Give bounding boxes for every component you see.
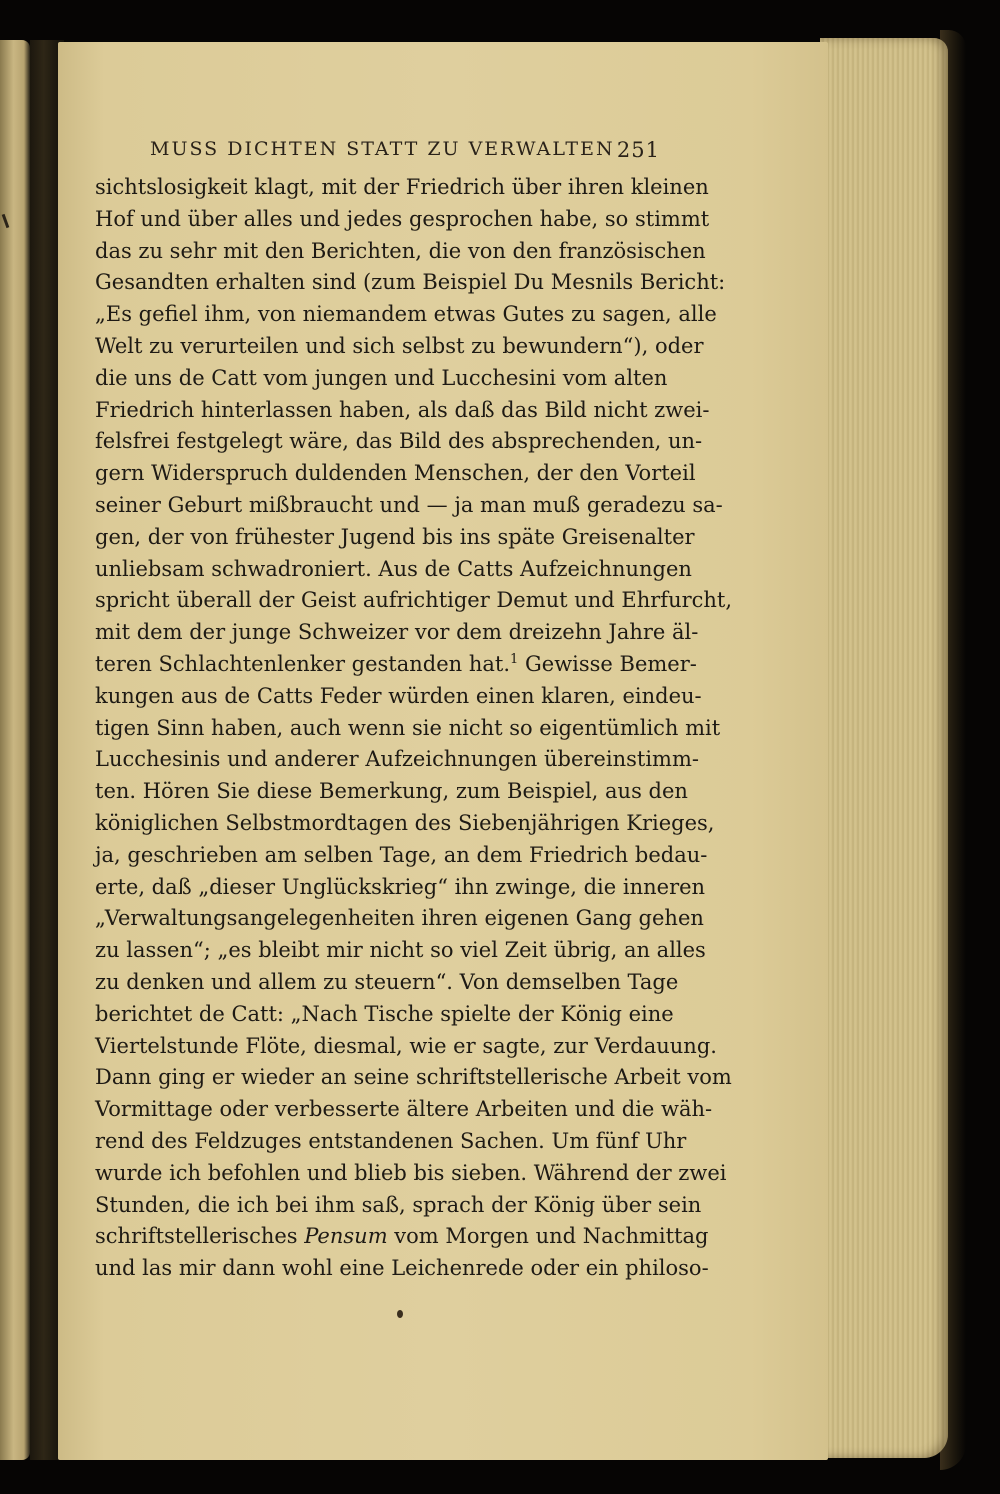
text-segment: vom Morgen und Nachmittag (387, 1224, 709, 1249)
text-line: Lucchesinis und anderer Aufzeichnungen übereinstimm- (95, 747, 699, 772)
text-line: Vormittage oder verbesserte ältere Arbeiten und die wäh- (95, 1097, 713, 1122)
text-line: Welt zu verurteilen und sich selbst zu bewundern“), oder (95, 333, 704, 358)
footnote-marker: 1 (510, 651, 519, 667)
running-head: MUSS DICHTEN STATT ZU VERWALTEN (150, 138, 615, 160)
text-line: wurde ich befohlen und blieb bis sieben. Während der zwei (95, 1160, 727, 1185)
text-line: berichtet de Catt: „Nach Tische spielte der König eine (95, 1001, 674, 1026)
text-line: gern Widerspruch duldenden Menschen, der den Vorteil (95, 461, 696, 486)
text-line: Viertelstunde Flöte, diesmal, wie er sagte, zur Verdauung. (95, 1033, 717, 1058)
text-line: spricht überall der Geist aufrichtiger Demut und Ehrfurcht, (95, 588, 733, 613)
italic-word: Pensum (304, 1224, 388, 1249)
text-segment: teren Schlachtenlenker gestanden hat. (95, 651, 511, 676)
text-line: ten. Hören Sie diese Bemerkung, zum Beispiel, aus den (95, 779, 688, 804)
text-line: königlichen Selbstmordtagen des Siebenjährigen Krieges, (95, 810, 715, 835)
text-line: Stunden, die ich bei ihm saß, sprach der König über sein (95, 1192, 702, 1217)
body-text (95, 172, 733, 1285)
text-line: Hof und über alles und jedes gesprochen habe, so stimmt (95, 206, 710, 231)
page-stack-edges (820, 38, 948, 1458)
text-line: sichtslosigkeit klagt, mit der Friedrich über ihren kleinen (95, 175, 709, 199)
text-line: ja, geschrieben am selben Tage, an dem Friedrich bedau- (95, 842, 708, 867)
text-line: erte, daß „dieser Unglückskrieg“ ihn zwinge, die inneren (95, 874, 706, 899)
text-line: und las mir dann wohl eine Leichenrede oder ein philoso- (95, 1256, 709, 1281)
text-line: unliebsam schwadroniert. Aus de Catts Aufzeichnungen (95, 556, 692, 581)
text-line: Gesandten erhalten sind (zum Beispiel Du Mesnils Bericht: (95, 270, 726, 295)
text-line: mit dem der junge Schweizer vor dem dreizehn Jahre äl- (95, 620, 699, 645)
page-header (150, 138, 660, 168)
text-line: tigen Sinn haben, auch wenn sie nicht so eigentümlich mit (95, 715, 721, 740)
text-line: Friedrich hinterlassen haben, als daß das Bild nicht zwei- (95, 397, 710, 422)
text-segment: Gewisse Bemer- (518, 651, 697, 676)
text-line: „Verwaltungsangelegenheiten ihren eigenen Gang gehen (95, 906, 704, 931)
text-line: Dann ging er wieder an seine schriftstellerische Arbeit vom (95, 1065, 732, 1090)
text-line: „Es gefiel ihm, von niemandem etwas Gutes zu sagen, alle (95, 302, 717, 327)
text-line-with-footnote (95, 649, 697, 681)
text-line: rend des Feldzuges entstandenen Sachen. Um fünf Uhr (95, 1128, 687, 1153)
text-line: gen, der von frühester Jugend bis ins späte Greisenalter (95, 524, 695, 549)
text-line: kungen aus de Catts Feder würden einen klaren, eindeu- (95, 683, 702, 708)
text-line-with-italic (95, 1221, 709, 1253)
text-line: seiner Geburt mißbraucht und — ja man muß geradezu sa- (95, 492, 723, 517)
page-number: 251 (616, 138, 660, 162)
text-line: felsfrei festgelegt wäre, das Bild des absprechenden, un- (95, 429, 703, 454)
text-segment: schriftstellerisches (95, 1224, 298, 1249)
text-line: die uns de Catt vom jungen und Lucchesini vom alten (95, 365, 668, 390)
page-mark (397, 1310, 403, 1318)
text-line: das zu sehr mit den Berichten, die von den französischen (95, 238, 706, 263)
text-line: zu lassen“; „es bleibt mir nicht so viel Zeit übrig, an alles (95, 938, 706, 963)
text-line: zu denken und allem zu steuern“. Von demselben Tage (95, 969, 679, 994)
previous-page-edge (0, 40, 30, 1460)
